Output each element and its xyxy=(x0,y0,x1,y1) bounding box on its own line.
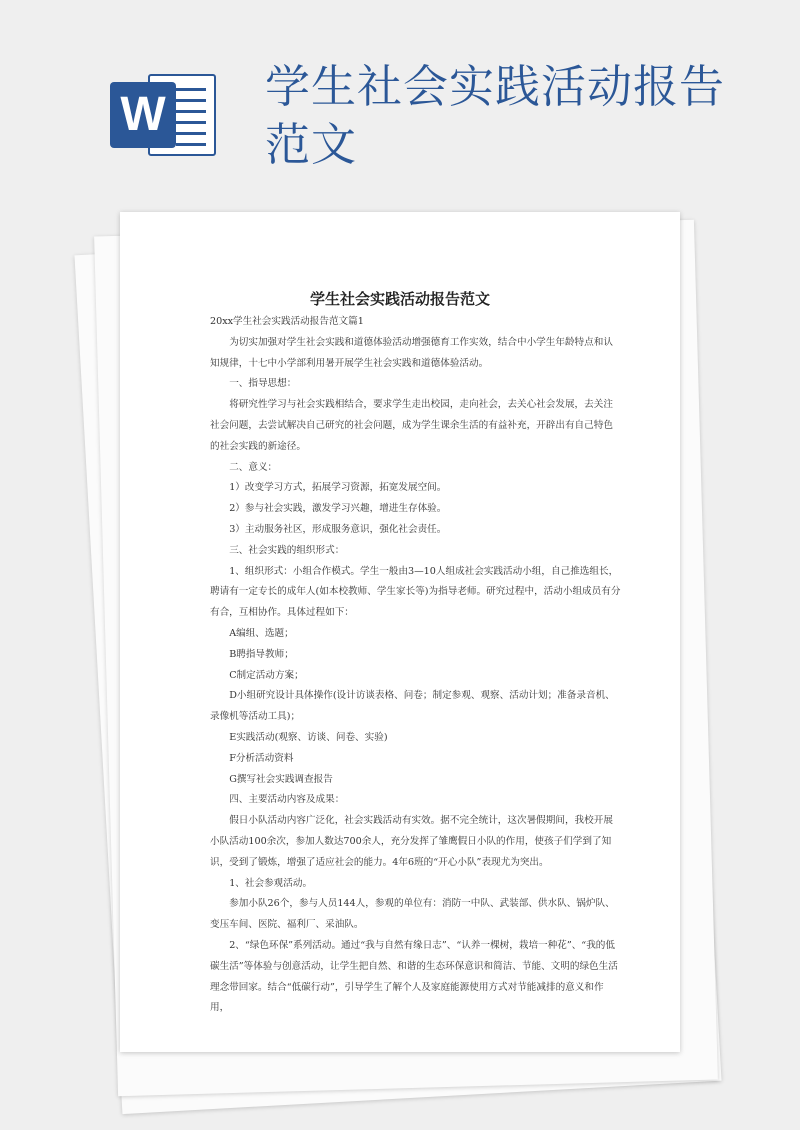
paragraph: 为切实加强对学生社会实践和道德体验活动增强德育工作实效，结合中小学生年龄特点和认知规律，十七中小学部利用暑开展学生社会实践和道德体验活动。 xyxy=(210,336,613,369)
banner-title: 学生社会实践活动报告范文 xyxy=(265,60,726,171)
section-heading: 三、社会实践的组织形式： xyxy=(229,544,345,556)
list-item: A编组、选题； xyxy=(229,627,294,639)
paragraph: 将研究性学习与社会实践相结合，要求学生走出校园，走向社会，去关心社会发展，去关注社会问题，去尝试解决自己研究的社会问题，成为学生课余生活的有益补充，开辟出有自己特色的社会实践的新途径。 xyxy=(210,399,613,452)
list-item: E实践活动(观察、访谈、问卷、实验) xyxy=(229,731,388,743)
list-item: 2）参与社会实践，激发学习兴趣，增进生存体验。 xyxy=(229,503,447,515)
section-heading: 二、意义： xyxy=(229,461,278,473)
list-item: C制定活动方案； xyxy=(229,669,304,681)
section-heading: 一、指导思想： xyxy=(229,378,297,390)
list-item: G撰写社会实践调查报告 xyxy=(229,773,333,785)
header-banner xyxy=(0,0,800,200)
word-document-icon xyxy=(110,70,218,160)
paragraph: 1、组织形式：小组合作模式。学生一般由3—10人组成社会实践活动小组，自己推选组长，聘请有一定专长的成年人(如本校教师、学生家长等)为指导老师。研究过程中，活动小组成员有分有合，互相协作。具体过程如下： xyxy=(210,565,621,619)
section-heading: 四、主要活动内容及成果： xyxy=(229,794,345,806)
document-page xyxy=(120,212,680,1052)
list-item: 3）主动服务社区，形成服务意识，强化社会责任。 xyxy=(229,523,447,535)
list-item: D小组研究设计具体操作(设计访谈表格、问卷；制定参观、观察、活动计划；准备录音机、录像机等活动工具)； xyxy=(210,690,615,723)
word-logo-letter: W xyxy=(110,82,176,148)
paragraph: 参加小队26个，参与人员144人，参观的单位有：消防一中队、武装部、供水队、锅炉队、变压车间、医院、福利厂、采油队。 xyxy=(210,898,615,931)
paragraph: 假日小队活动内容广泛化，社会实践活动有实效。据不完全统计，这次暑假期间，我校开展小队活动100余次，参加人数达700余人，充分发挥了雏鹰假日小队的作用，使孩子们学到了知识，受到了锻炼，增强了适应社会的能力。4年6班的“开心小队”表现尤为突出。 xyxy=(210,815,613,868)
subsection-heading: 1、社会参观活动。 xyxy=(229,877,313,889)
paragraph: 20xx学生社会实践活动报告范文篇1 xyxy=(210,316,364,327)
document-body xyxy=(210,312,622,1019)
document-title: 学生社会实践活动报告范文 xyxy=(309,290,490,308)
list-item: 1）改变学习方式，拓展学习资源，拓宽发展空间。 xyxy=(229,482,447,494)
list-item: B聘指导教师； xyxy=(229,648,294,660)
list-item: F分析活动资料 xyxy=(229,752,294,764)
paragraph: 2、“绿色环保”系列活动。通过“我与自然有缘日志”、“认养一棵树，栽培一种花”、“我的低碳生活”等体验与创意活动，让学生把自然、和谐的生态环保意识和简洁、节能、文明的绿色生活理念带回家。结合“低碳行动”，引导学生了解个人及家庭能源使用方式对节能减排的意义和作用， xyxy=(210,939,618,1014)
